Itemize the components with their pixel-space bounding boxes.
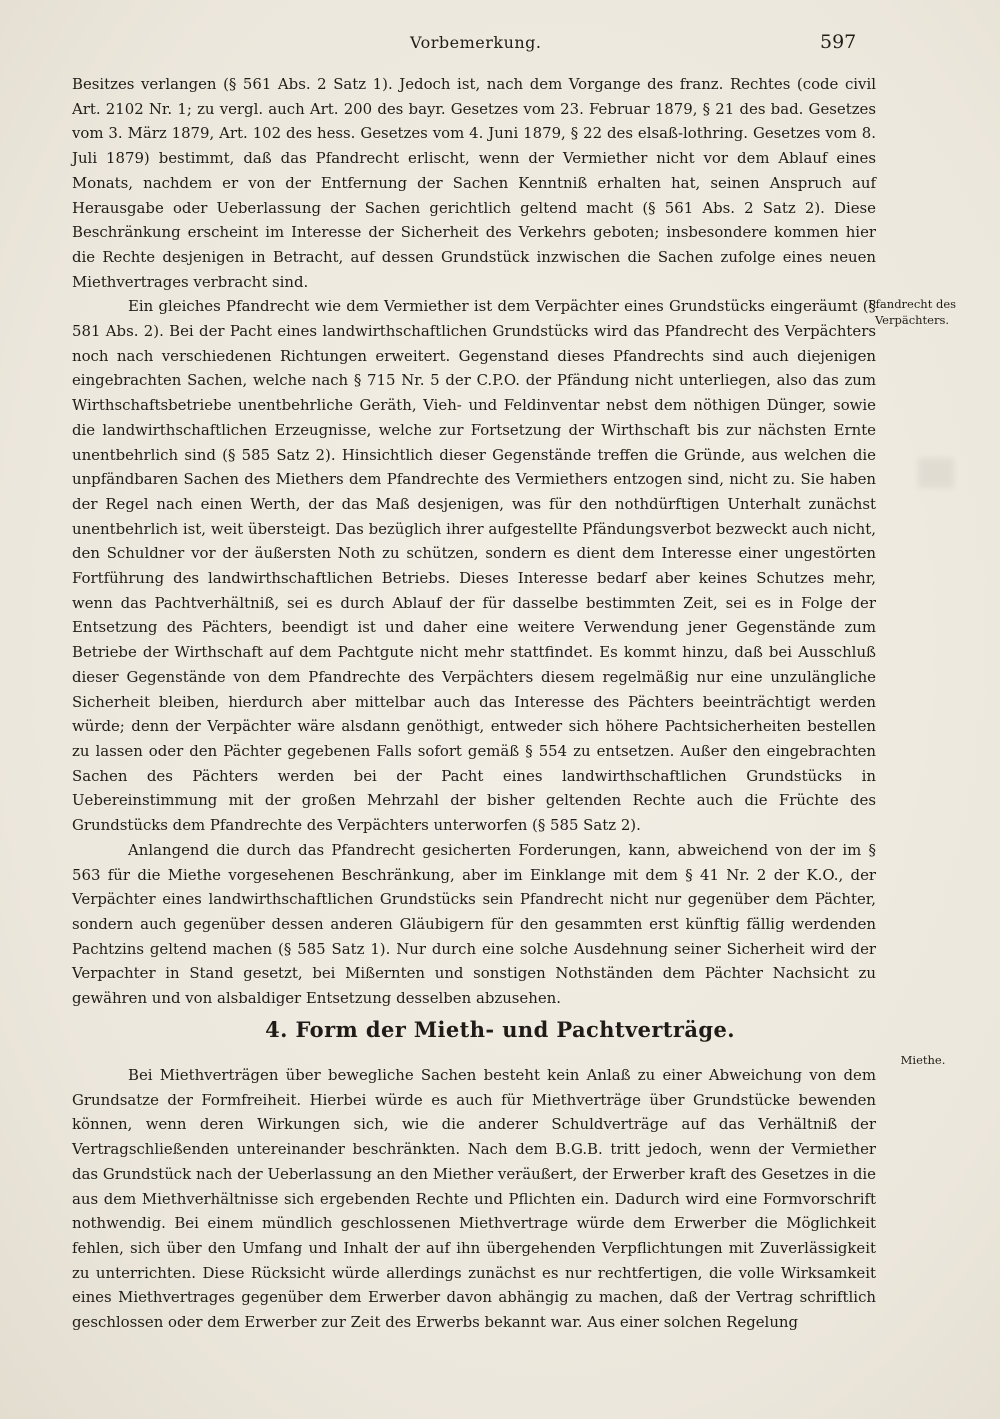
- paragraph: Bei Miethverträgen über bewegliche Sachen besteht kein Anlaß zu einer Abweichung von dem Grundsatze der Formfreiheit. Hierbei würde es auch für Miethverträge über Grundstücke bewenden können, wenn deren Wirkungen sich, wie die anderer Schuldverträge auf das Verhältniß der Vertragschließenden untereinander beschränkten. Nach dem B.G.B. tritt jedoch, wenn der Vermiether das Grundstück nach der Ueberlassung an den Miether veräußert, der Erwerber kraft des Gesetzes in die aus dem Miethverhältnisse sich ergebenden Rechte und Pflichten ein. Dadurch wird eine Formvorschrift nothwendig. Bei einem mündlich geschlossenen Miethvertrage würde dem Erwerber die Möglichkeit fehlen, sich über den Umfang und Inhalt der auf ihn übergehenden Verpflichtungen mit Zuverlässigkeit zu unterrichten. Diese Rücksicht würde allerdings zunächst es nur rechtfertigen, die volle Wirksamkeit eines Miethvertrages gegenüber dem Erwerber davon abhängig zu machen, daß der Vertrag schriftlich geschlossen oder dem Erwerber zur Zeit des Erwerbs bekannt war. Aus einer solchen Regelung: [72, 1066, 876, 1332]
- section-text: [72, 1063, 876, 1335]
- page-number: 597: [820, 31, 857, 53]
- section-heading: 4. Form der Mieth- und Pachtverträge.: [265, 1017, 735, 1042]
- page-header: [0, 33, 1000, 59]
- paragraph: Anlangend die durch das Pfandrecht gesicherten Forderungen, kann, abweichend von der im § 563 für die Miethe vorgesehenen Beschränkung, aber im Einklange mit dem § 41 Nr. 2 der K.O., der Verpächter eines landwirthschaftlichen Grundstücks sein Pfandrecht nicht nur gegenüber dem Pächter, sondern auch gegenüber dessen anderen Gläubigern für den gesammten erst künftig fällig werdenden Pachtzins geltend machen (§ 585 Satz 1). Nur durch eine solche Ausdehnung seiner Sicherheit wird der Verpachter in Stand gesetzt, bei Mißernten und sonstigen Nothständen dem Pächter Nachsicht zu gewähren und von alsbaldiger Entsetzung desselben abzusehen.: [72, 840, 876, 1008]
- paragraph: Ein gleiches Pfandrecht wie dem Vermiether ist dem Verpächter eines Grundstücks eingeräumt (§ 581 Abs. 2). Bei der Pacht eines landwirthschaftlichen Grundstücks wird das Pfandrecht des Verpächters noch nach verschiedenen Richtungen erweitert. Gegenstand dieses Pfandrechts sind auch diejenigen eingebrachten Sachen, welche nach § 715 Nr. 5 der C.P.O. der Pfändung nicht unterliegen, also das zum Wirthschaftsbetriebe unentbehrliche Geräth, Vieh- und Feldinventar nebst dem nöthigen Dünger, sowie die landwirthschaftlichen Erzeugnisse, welche zur Fortsetzung der Wirthschaft bis zur nächsten Ernte unentbehrlich sind (§ 585 Satz 2). Hinsichtlich dieser Gegenstände treffen die Gründe, aus welchen die unpfändbaren Sachen des Miethers dem Pfandrechte des Vermiethers entzogen sind, nicht zu. Sie haben der Regel nach einen Werth, der das Maß desjenigen, was für den nothdürftigen Unterhalt zunächst unentbehrlich ist, weit übersteigt. Das bezüglich ihrer aufgestellte Pfändungsverbot bezweckt auch nicht, den Schuldner vor der äußersten Noth zu schützen, sondern es dient dem Interesse einer ungestörten Fortführung des landwirthschaftlichen Betriebs. Dieses Interesse bedarf aber keines Schutzes mehr, wenn das Pachtverhältniß, sei es durch Ablauf der für dasselbe bestimmten Zeit, sei es in Folge der Entsetzung des Pächters, beendigt ist und daher eine weitere Verwendung jener Gegenstände zum Betriebe der Wirthschaft auf dem Pachtgute nicht mehr stattfindet. Es kommt hinzu, daß bei Ausschluß dieser Gegenstände von dem Pfandrechte des Verpächters diesem regelmäßig nur eine unzulängliche Sicherheit bleiben, hierdurch aber mittelbar auch das Interesse des Pächters beeinträchtigt werden würde; denn der Verpächter wäre alsdann genöthigt, entweder sich höhere Pachtsicherheiten bestellen zu lassen oder den Pächter gegebenen Falls sofort gemäß § 554 zu entsetzen. Außer den eingebrachten Sachen des Pächters werden bei der Pacht eines landwirthschaftlichen Grundstücks in Uebereinstimmung mit der großen Mehrzahl der bisher geltenden Rechte auch die Früchte des Grundstücks dem Pfandrechte des Verpächters unterworfen (§ 585 Satz 2).: [72, 297, 876, 835]
- show-through-smudge: [918, 458, 954, 488]
- running-head: Vorbemerkung.: [410, 33, 542, 52]
- main-text: [72, 72, 876, 1011]
- paragraph: Besitzes verlangen (§ 561 Abs. 2 Satz 1). Jedoch ist, nach dem Vorgange des franz. Rechtes (code civil Art. 2102 Nr. 1; zu vergl. auch Art. 200 des bayr. Gesetzes vom 23. Februar 1879, § 21 des bad. Gesetzes vom 3. März 1879, Art. 102 des hess. Gesetzes vom 4. Juni 1879, § 22 des elsaß-lothring. Gesetzes vom 8. Juli 1879) bestimmt, daß das Pfandrecht erlischt, wenn der Vermiether nicht vor dem Ablauf eines Monats, nachdem er von der Entfernung der Sachen Kenntniß erhalten hat, seinen Anspruch auf Herausgabe oder Ueberlassung der Sachen gerichtlich geltend macht (§ 561 Abs. 2 Satz 2). Diese Beschränkung erscheint im Interesse der Sicherheit des Verkehrs geboten; insbesondere kommen hier die Rechte desjenigen in Betracht, auf dessen Grundstück inzwischen die Sachen zufolge eines neuen Miethvertrages verbracht sind.: [72, 75, 876, 291]
- margin-note: Miethe.: [900, 1053, 946, 1067]
- margin-note: Pfandrecht des Verpächters.: [867, 297, 957, 327]
